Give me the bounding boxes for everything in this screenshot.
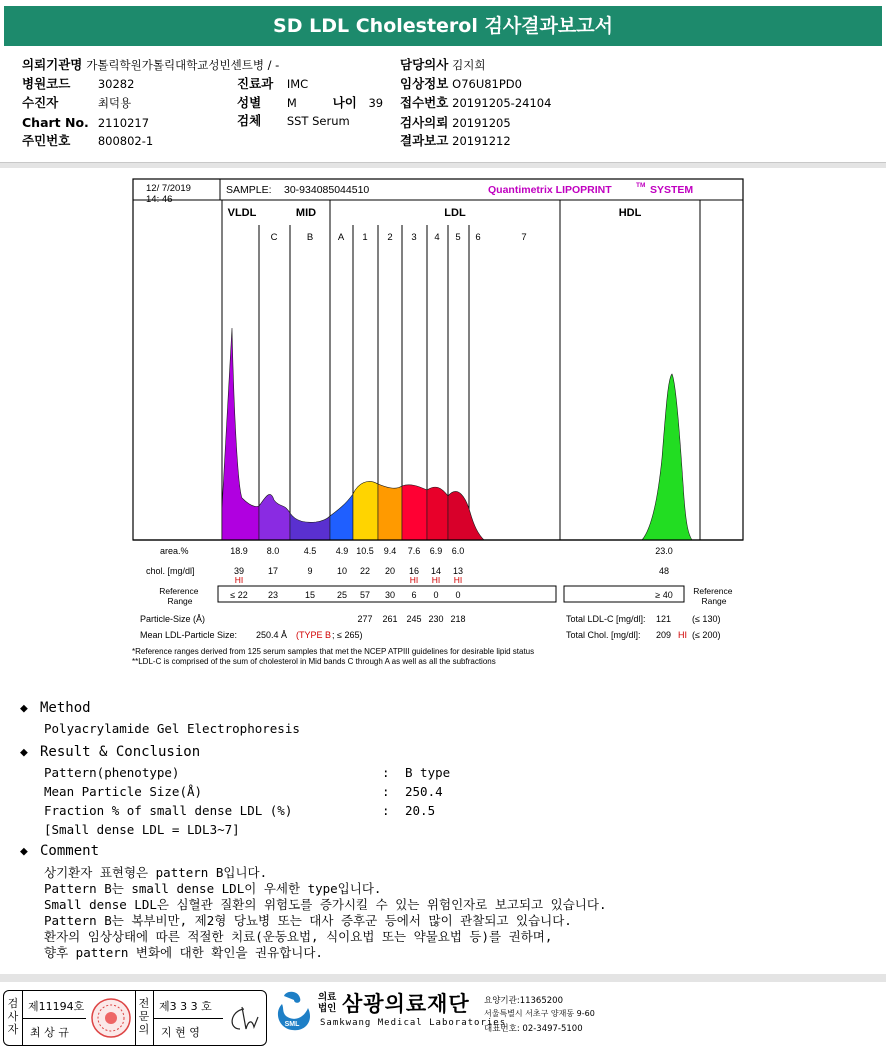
mean-size-label: Mean LDL-Particle Size: <box>140 630 238 640</box>
department-value: IMC <box>286 77 309 91</box>
mean-size-type: (TYPE B <box>296 630 332 640</box>
result-row-size-value: 250.4 <box>405 784 443 799</box>
doctor-label: 담당의사 <box>400 57 449 72</box>
hi-flag: HI <box>409 575 419 585</box>
band-label-3: 3 <box>411 232 417 243</box>
lipoprint-chart <box>132 178 744 666</box>
chart-no-value: 2110217 <box>97 116 150 130</box>
chol-value: 10 <box>336 566 348 576</box>
request-label: 검사의뢰 <box>400 115 449 130</box>
band-label-7: 7 <box>521 232 527 243</box>
comment-line: Pattern B는 small dense LDL이 우세한 type입니다. <box>44 881 382 896</box>
area-value: 4.9 <box>335 546 349 556</box>
institution-value: 가톨릭학원가톨릭대학교성빈센트병 / - <box>86 58 280 72</box>
header-divider <box>0 162 886 168</box>
sex-label: 성별 <box>237 95 262 110</box>
group-label-hdl: HDL <box>618 207 642 219</box>
org-phone: 대표번호: 02-3497-5100 <box>484 1024 583 1034</box>
result-heading <box>20 744 200 760</box>
specimen-label: 검체 <box>237 113 262 128</box>
method-text: Polyacrylamide Gel Electrophoresis <box>44 721 300 736</box>
reference-value: ≤ 22 <box>230 590 248 600</box>
area-value: 23.0 <box>655 546 673 556</box>
chol-value: 17 <box>267 566 279 576</box>
area-value: 9.4 <box>383 546 397 556</box>
org-prefix-2: 법인 <box>318 1003 337 1014</box>
group-label-mid: MID <box>295 207 317 219</box>
reception-label: 접수번호 <box>400 95 449 110</box>
comment-line: Pattern B는 복부비만, 제2형 당뇨병 또는 대사 증후군 등에서 많이 관찰되고 있습니다. <box>44 913 572 928</box>
particle-size-value: 230 <box>428 614 444 624</box>
org-prefix <box>318 992 336 1014</box>
sample-label: SAMPLE: <box>226 184 272 196</box>
band-label-c: C <box>270 232 278 243</box>
report-date-label: 결과보고 <box>400 133 449 148</box>
id-value: 800802-1 <box>97 134 154 148</box>
report-title-bar <box>0 0 886 52</box>
hospital-code-value: 30282 <box>97 77 135 91</box>
result-row-size-label: Mean Particle Size(Å) <box>44 784 203 799</box>
result-row-pattern-label: Pattern(phenotype) <box>44 765 180 780</box>
reference-value: 57 <box>359 590 371 600</box>
reference-value: 23 <box>267 590 279 600</box>
specimen-value: SST Serum <box>286 114 350 128</box>
comment-line: 환자의 임상상태에 따른 적절한 치료(운동요법, 식이요법 또는 약물요법 등)를 권하며, <box>44 929 553 944</box>
total-ldl-label: Total LDL-C [mg/dl]: <box>566 614 646 624</box>
patient-value: 최덕용 <box>97 96 132 110</box>
chol-value: 20 <box>384 566 396 576</box>
area-value: 4.5 <box>303 546 317 556</box>
total-ldl-ref: (≤ 130) <box>692 614 721 624</box>
chart-time: 14: 46 <box>146 194 173 205</box>
chol-value: 39 <box>233 566 245 576</box>
age-label: 나이 <box>332 95 357 110</box>
report-date-value: 20191212 <box>452 134 511 148</box>
diamond-icon: ◆ <box>20 701 28 716</box>
group-label-vldl: VLDL <box>227 207 257 219</box>
hi-flag: HI <box>453 575 463 585</box>
band-label-2: 2 <box>387 232 393 243</box>
patient-header <box>0 52 886 162</box>
band-label-1: 1 <box>362 232 368 243</box>
comment-heading-text: Comment <box>40 843 100 859</box>
ldl4-peak <box>427 487 448 540</box>
particle-size-row-label: Particle-Size (Å) <box>140 614 206 624</box>
specialist-license-no: 제3 3 3 호 <box>159 1000 212 1013</box>
mean-size-ref: ; ≤ 265) <box>332 630 363 640</box>
particle-size-value: 261 <box>382 614 398 624</box>
reference-row-label: Reference Range <box>159 586 199 606</box>
reference-value: 0 <box>433 590 439 600</box>
tester-vertical-label: 검 사 자 <box>7 997 19 1036</box>
chol-value: 9 <box>307 566 313 576</box>
result-row-fraction-label: Fraction % of small dense LDL (%) <box>44 803 293 818</box>
org-name: 삼광의료재단 <box>342 992 470 1016</box>
signature-box <box>3 990 267 1046</box>
chol-value: 13 <box>452 566 464 576</box>
reference-value: 0 <box>455 590 461 600</box>
band-label-5: 5 <box>455 232 461 243</box>
total-chol-label: Total Chol. [mg/dl]: <box>566 630 641 640</box>
band-label-b: B <box>306 232 314 243</box>
method-heading <box>20 700 91 716</box>
sample-id: 30-934085044510 <box>284 184 370 196</box>
age-value: 39 <box>368 96 384 110</box>
org-prefix-1: 의료 <box>318 992 337 1003</box>
footnote-2: **LDL-C is comprised of the sum of cholesterol in Mid bands C through A as well as all the subfractions <box>132 657 496 666</box>
group-label-ldl: LDL <box>444 207 466 219</box>
band-label-6: 6 <box>475 232 481 243</box>
particle-size-value: 277 <box>357 614 373 624</box>
area-value: 8.0 <box>266 546 280 556</box>
area-value: 18.9 <box>230 546 248 556</box>
result-note: [Small dense LDL = LDL3~7] <box>44 822 240 837</box>
hospital-code-label: 병원코드 <box>22 76 71 91</box>
patient-label: 수진자 <box>22 95 59 110</box>
sml-logo-icon <box>272 988 316 1036</box>
total-chol-flag: HI <box>678 630 687 640</box>
tester-name: 최 상 규 <box>30 1026 69 1039</box>
table-values <box>230 546 673 624</box>
footnote-1: *Reference ranges derived from 125 serum samples that met the NCEP ATPIII guidelines for desirable lipid status <box>132 647 535 656</box>
request-value: 20191205 <box>452 116 511 130</box>
org-code: 요양기관:11365200 <box>484 996 563 1006</box>
reference-row-label-right: Reference Range <box>693 586 733 606</box>
band-label-a: A <box>337 232 345 243</box>
report-footer <box>0 986 886 1054</box>
clinical-info-label: 임상정보 <box>400 76 449 91</box>
id-label: 주민번호 <box>22 133 71 148</box>
comment-line: 향후 pattern 변화에 대한 확인을 권유합니다. <box>44 945 323 960</box>
org-address: 서울특별시 서초구 양재동 9-60 <box>484 1009 595 1018</box>
band-label-4: 4 <box>434 232 440 243</box>
reception-value: 20191205-24104 <box>452 96 552 110</box>
result-row-size-colon: : <box>382 784 390 799</box>
result-row-fraction-value: 20.5 <box>405 803 436 818</box>
reference-value: 15 <box>304 590 316 600</box>
area-value: 6.9 <box>429 546 443 556</box>
clinical-info-value: O76U81PD0 <box>452 77 522 91</box>
comment-heading <box>20 843 99 859</box>
result-heading-text: Result & Conclusion <box>40 744 201 760</box>
reference-value: 30 <box>384 590 396 600</box>
brand-system: SYSTEM <box>650 184 694 196</box>
chol-value: 22 <box>359 566 371 576</box>
lipoprint-chart-svg <box>132 178 744 666</box>
ldl1-peak <box>353 481 378 540</box>
diamond-icon: ◆ <box>20 745 28 760</box>
particle-size-value: 245 <box>406 614 422 624</box>
method-heading-text: Method <box>40 700 91 716</box>
specialist-vertical-label: 전 문 의 <box>138 997 150 1036</box>
particle-size-value: 218 <box>450 614 466 624</box>
area-value: 10.5 <box>356 546 374 556</box>
result-row-pattern-colon: : <box>382 765 390 780</box>
institution-label: 의뢰기관명 <box>22 57 83 72</box>
doctor-value: 김지희 <box>452 58 486 72</box>
specialist-signature-icon <box>224 999 264 1037</box>
reference-value: ≥ 40 <box>655 590 673 600</box>
comment-line: Small dense LDL은 심혈관 질환의 위험도를 증가시킬 수 있는 위험인자로 보고되고 있습니다. <box>44 897 607 912</box>
total-chol-value: 209 <box>656 630 672 640</box>
sex-value: M <box>286 96 297 110</box>
department-label: 진료과 <box>237 76 274 91</box>
logo-text: SML <box>284 1021 300 1028</box>
footer-divider <box>0 974 886 982</box>
tester-seal-icon <box>90 997 132 1039</box>
chol-value: 14 <box>430 566 442 576</box>
ldl2-peak <box>378 484 402 540</box>
chol-value: 16 <box>408 566 420 576</box>
total-chol-ref: (≤ 200) <box>692 630 721 640</box>
hi-flag: HI <box>234 575 244 585</box>
diamond-icon: ◆ <box>20 844 28 859</box>
result-row-pattern-value: B type <box>405 765 451 780</box>
report-title: SD LDL Cholesterol 검사결과보고서 <box>4 6 882 46</box>
total-ldl-value: 121 <box>656 614 672 624</box>
chol-row-label: chol. [mg/dl] <box>146 566 195 576</box>
hi-flag: HI <box>431 575 441 585</box>
org-english-name: Samkwang Medical Laboratories <box>320 1018 507 1028</box>
tester-license-no: 제11194호 <box>28 1000 85 1013</box>
ldl3-peak <box>402 485 427 540</box>
reference-value: 25 <box>336 590 348 600</box>
chol-value: 48 <box>658 566 670 576</box>
area-value: 6.0 <box>451 546 465 556</box>
specialist-name: 지 현 영 <box>161 1026 200 1039</box>
brand-tm: TM <box>636 182 646 189</box>
area-value: 7.6 <box>407 546 421 556</box>
mean-size-value: 250.4 Å <box>256 630 288 640</box>
chart-no-label: Chart No. <box>22 115 89 130</box>
reference-value: 6 <box>411 590 417 600</box>
brand-name: Quantimetrix LIPOPRINT <box>488 184 612 196</box>
area-row-label: area.% <box>160 546 189 556</box>
comment-line: 상기환자 표현형은 pattern B입니다. <box>44 865 268 880</box>
chart-date: 12/ 7/2019 <box>146 183 191 194</box>
result-row-fraction-colon: : <box>382 803 390 818</box>
